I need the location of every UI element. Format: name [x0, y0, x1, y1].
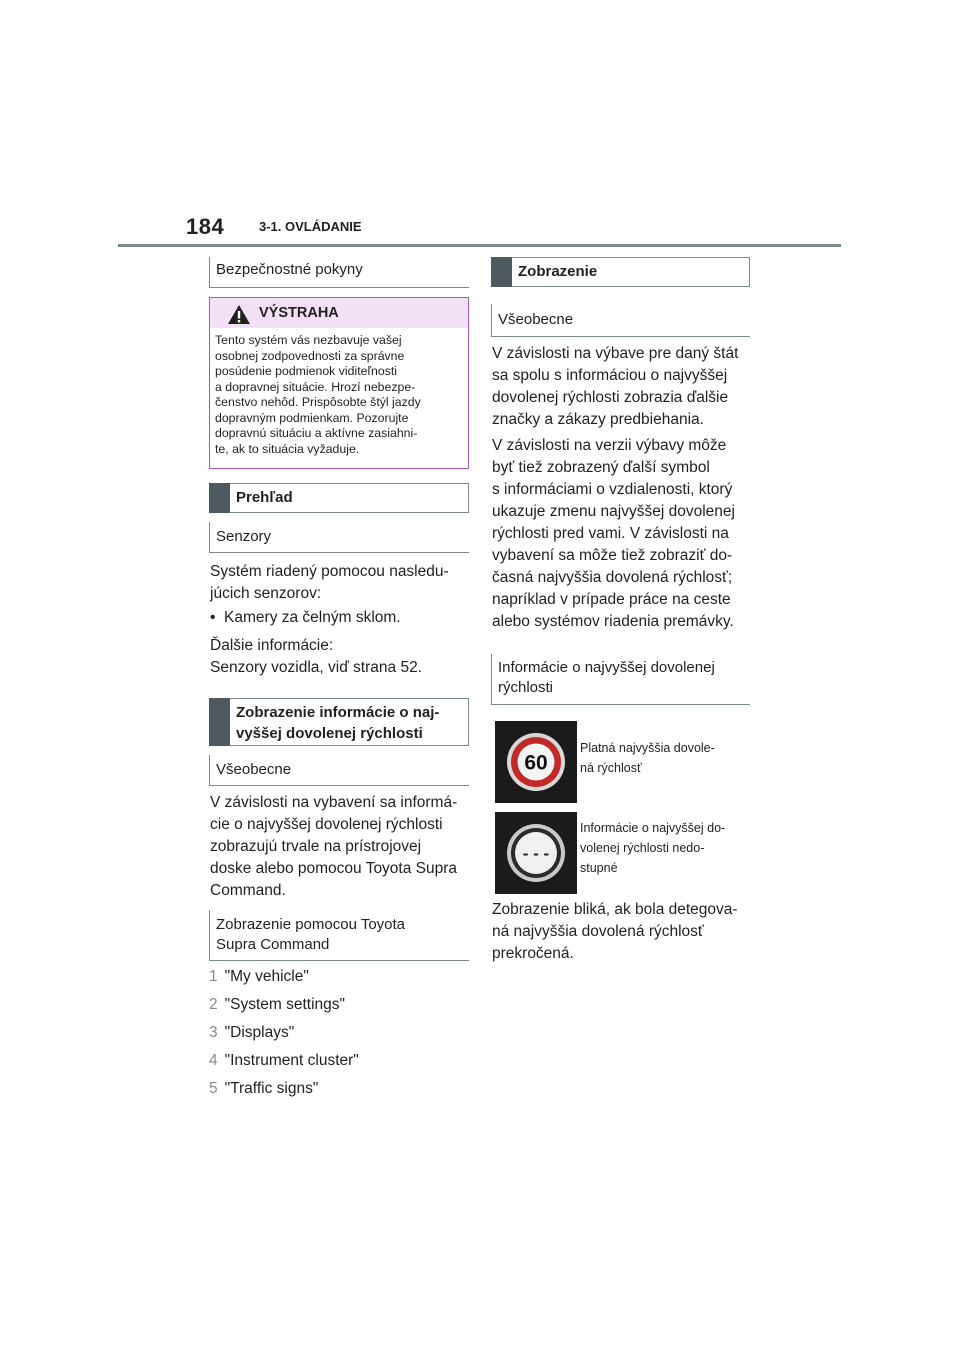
step-text: "Traffic signs": [224, 1080, 319, 1097]
warning-line: te, ak to situácia vyžaduje.: [215, 441, 360, 456]
text-line: napríklad v prípade práce na ceste: [492, 591, 731, 608]
sensors-heading: [209, 522, 469, 553]
speed-info-heading: [491, 654, 750, 705]
step-number: 2: [209, 996, 218, 1013]
step-text: "Instrument cluster": [224, 1052, 359, 1069]
warning-text: [215, 333, 463, 457]
bullet-item: [210, 607, 470, 629]
step-text: "System settings": [224, 996, 346, 1013]
right-para1: [492, 343, 754, 431]
warning-line: dopravným podmienkam. Pozorujte: [215, 410, 409, 425]
text-line: ná najvyššia dovolená rýchlosť: [492, 923, 704, 940]
warning-title: VÝSTRAHA: [259, 305, 339, 321]
speed-value: 60: [524, 751, 548, 775]
section-tab: [209, 483, 230, 513]
right-para2: [492, 435, 754, 633]
text-line: Supra Command: [216, 936, 330, 953]
blink-text: [492, 899, 754, 965]
text-line: cie o najvyššej dovolenej rýchlosti: [210, 816, 443, 833]
step-item: [209, 1052, 359, 1070]
text-line: byť tiež zobrazený ďalší symbol: [492, 459, 710, 476]
text-line: Informácie o najvyššej dovolenej: [498, 659, 715, 676]
warning-box: [209, 297, 469, 469]
warning-line: čenstvo nehôd. Prispôsobte štýl jazdy: [215, 395, 421, 409]
text-line: stupné: [580, 861, 618, 875]
text-line: Informácie o najvyššej do-: [580, 821, 726, 835]
section-tab: [209, 698, 230, 746]
warning-triangle-icon: [227, 304, 251, 330]
warning-line: Tento systém vás nezbavuje vašej: [215, 333, 402, 347]
safety-heading: [209, 257, 469, 288]
text-line: Systém riadený pomocou nasledu-: [210, 563, 449, 580]
step-number: 1: [209, 968, 218, 985]
right-general-heading-label: Všeobecne: [498, 311, 574, 328]
step-number: 3: [209, 1024, 218, 1041]
safety-heading-label: Bezpečnostné pokyny: [216, 261, 363, 278]
section-speed-info-label: [236, 702, 439, 744]
general-heading: [209, 755, 469, 786]
text-line: vybavení sa môže tiež zobraziť do-: [492, 547, 733, 564]
section-display-label: Zobrazenie: [518, 263, 598, 280]
speed-sign-icon: [495, 721, 577, 803]
text-line: rýchlosti: [498, 679, 554, 696]
text-line: rýchlosti pred vami. V závislosti na: [492, 525, 729, 542]
sensors-heading-label: Senzory: [216, 528, 272, 545]
warning-line: dopravnú situáciu a aktívne zasiahni-: [215, 426, 418, 440]
text-line: V závislosti na verzii výbavy môže: [492, 437, 727, 454]
section-overview: [209, 483, 469, 513]
page-number: 184: [186, 214, 225, 239]
step-text: "My vehicle": [224, 968, 309, 985]
speed-value-unavailable: - - -: [522, 844, 550, 863]
text-line: alebo systémov riadenia premávky.: [492, 613, 734, 630]
general-heading-label: Všeobecne: [216, 761, 292, 778]
step-text: "Displays": [224, 1024, 295, 1041]
sign2-label: [580, 818, 725, 878]
text-line: Senzory vozidla, viď strana 52.: [210, 659, 422, 676]
right-general-heading: [491, 304, 750, 337]
step-number: 4: [209, 1052, 218, 1069]
section-display: [491, 257, 750, 287]
text-line: doske alebo pomocou Toyota Supra: [210, 860, 458, 877]
step-item: [209, 1024, 294, 1042]
text-line: Zobrazenie bliká, ak bola detegova-: [492, 901, 738, 918]
supra-command-heading: [209, 910, 469, 961]
text-line: sa spolu s informáciou o najvyššej: [492, 367, 728, 384]
text-line: vyššej dovolenej rýchlosti: [236, 725, 423, 742]
section-speed-info: [209, 698, 469, 746]
speed-info-heading-label: [498, 658, 715, 698]
text-line: zobrazujú trvale na prístrojovej: [210, 838, 422, 855]
text-line: s informáciami o vzdialenosti, ktorý: [492, 481, 733, 498]
text-line: ukazuje zmenu najvyššej dovolenej: [492, 503, 735, 520]
chapter-title: 3-1. OVLÁDANIE: [259, 219, 362, 234]
speed-unavailable-icon: [495, 812, 577, 894]
sign1-label: [580, 738, 715, 778]
text-line: Command.: [210, 882, 286, 899]
text-line: júcich senzorov:: [210, 585, 322, 602]
warning-line: osobnej zodpovednosti za správne: [215, 348, 405, 363]
text-line: ná rýchlosť: [580, 761, 642, 775]
step-number: 5: [209, 1080, 218, 1097]
warning-line: posúdenie podmienok viditeľnosti: [215, 364, 398, 378]
warning-header: [210, 298, 468, 328]
text-line: značky a zákazy predbiehania.: [492, 411, 704, 428]
general-text: [210, 792, 470, 902]
speed-limit-60-image: [495, 721, 577, 803]
step-item: [209, 996, 345, 1014]
text-line: Platná najvyššia dovole-: [580, 741, 715, 755]
warning-line: a dopravnej situácie. Hrozí nebezpe-: [215, 379, 416, 394]
text-line: Zobrazenie informácie o naj-: [236, 704, 440, 721]
bullet-text: Kamery za čelným sklom.: [224, 609, 401, 626]
text-line: časná najvyššia dovolená rýchlosť;: [492, 569, 733, 586]
text-line: volenej rýchlosti nedo-: [580, 841, 705, 855]
header-rule: [118, 244, 841, 247]
step-item: [209, 968, 309, 986]
text-line: prekročená.: [492, 945, 574, 962]
sensors-text: [210, 561, 470, 679]
speed-limit-unavailable-image: [495, 812, 577, 894]
section-overview-label: Prehľad: [236, 489, 293, 506]
supra-command-heading-label: [216, 915, 405, 955]
text-line: V závislosti na vybavení sa informá-: [210, 794, 458, 811]
text-line: dovolenej rýchlosti zobrazia ďalšie: [492, 389, 729, 406]
section-tab: [491, 257, 512, 287]
text-line: V závislosti na výbave pre daný štát: [492, 345, 739, 362]
text-line: Zobrazenie pomocou Toyota: [216, 916, 406, 933]
bullet-icon: •: [210, 609, 225, 626]
step-item: [209, 1080, 318, 1098]
text-line: Ďalšie informácie:: [210, 637, 334, 654]
